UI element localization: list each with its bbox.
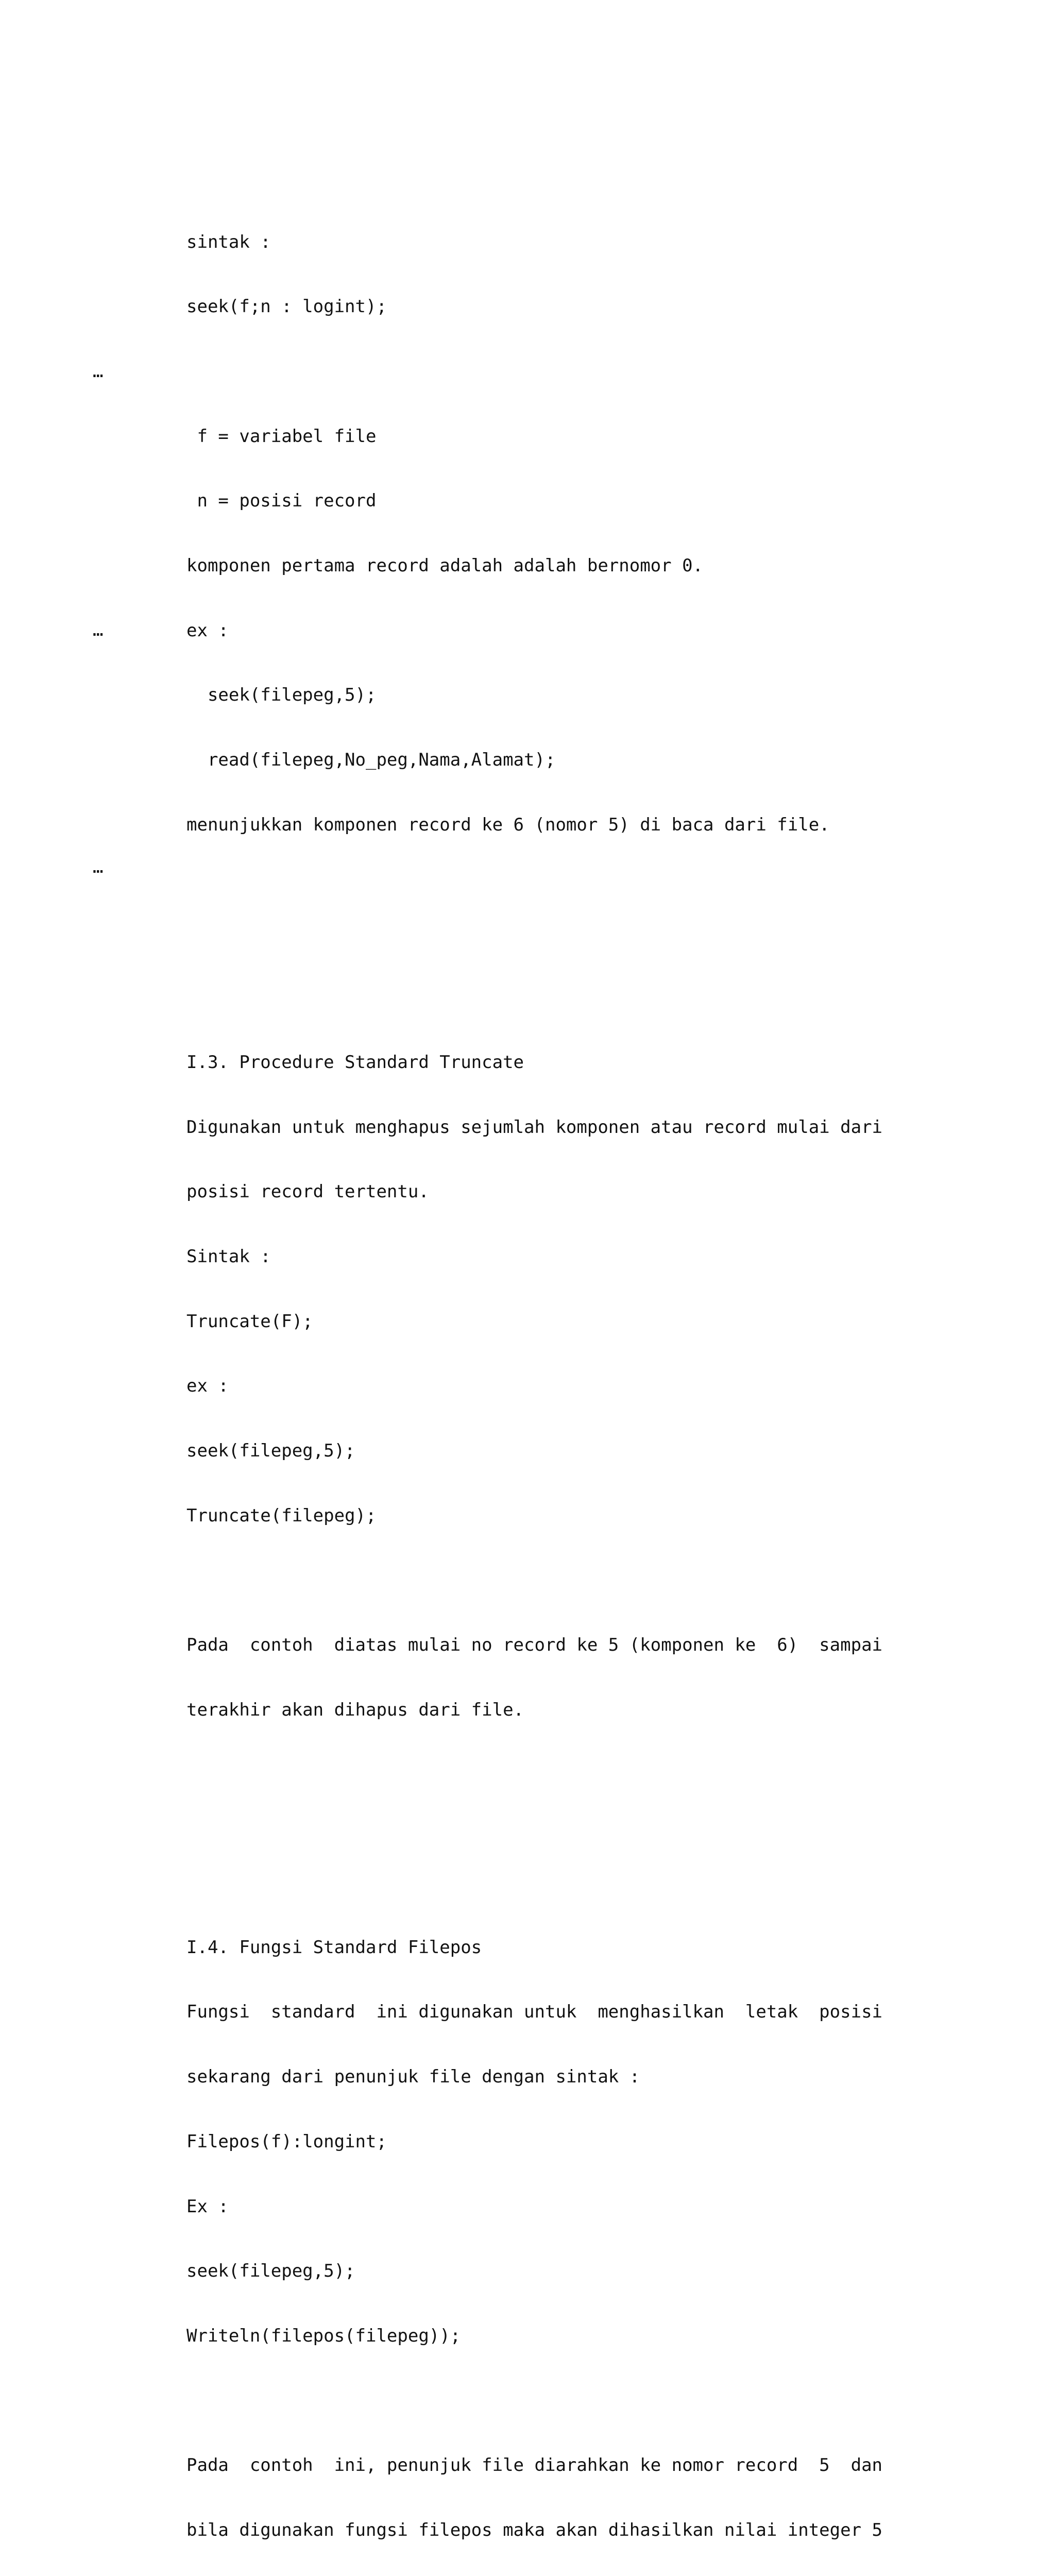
example-code-line: Writeln(filepos(filepeg)); [186, 2325, 461, 2346]
section-heading: I.3. Procedure Standard Truncate [186, 1052, 524, 1073]
description-line: posisi record tertentu. [186, 1181, 429, 1202]
spacer [186, 1570, 872, 1591]
example-code-line: seek(filepeg,5); [186, 2261, 355, 2282]
note-line: Pada contoh ini, penunjuk file diarahkan ke nomor record 5 dan [186, 2455, 883, 2476]
example-code-line: Truncate(filepeg); [186, 1505, 377, 1526]
syntax-code: Filepos(f):longint; [186, 2131, 387, 2152]
syntax-code: seek(f;n : logint); [186, 296, 387, 317]
section-heading: I.4. Fungsi Standard Filepos [186, 1937, 482, 1958]
example-code-line: seek(filepeg,5); [186, 1440, 355, 1462]
param-line: f = variabel file [186, 426, 377, 447]
spacer [186, 1765, 872, 1786]
description-line: Digunakan untuk menghapus sejumlah komponen atau record mulai dari [186, 1116, 883, 1138]
example-label: Ex : [186, 2196, 229, 2217]
syntax-label: sintak : [186, 231, 271, 252]
syntax-code: Truncate(F); [186, 1311, 313, 1332]
example-label: ex : [186, 620, 229, 641]
bullet-marker: … [93, 620, 104, 640]
note-line: Pada contoh diatas mulai no record ke 5 (komponen ke 6) sampai [186, 1635, 883, 1656]
result-line: menunjukkan komponen record ke 6 (nomor 5) di baca dari file. [186, 814, 830, 835]
seek-block [186, 189, 872, 944]
example-label: ex : [186, 1376, 229, 1397]
spacer [186, 361, 872, 383]
spacer [186, 879, 872, 901]
spacer [186, 2391, 872, 2412]
section-truncate [186, 1009, 883, 1829]
description-line: sekarang dari penunjuk file dengan sintak : [186, 2066, 640, 2088]
bullet-marker: … [93, 857, 104, 877]
example-code-line: seek(filepeg,5); [186, 685, 377, 706]
note-line: terakhir akan dihapus dari file. [186, 1699, 524, 1720]
example-code-line: read(filepeg,No_peg,Nama,Alamat); [186, 750, 556, 771]
document-body [186, 124, 883, 2576]
description-line: Fungsi standard ini digunakan untuk menghasilkan letak posisi [186, 2002, 883, 2023]
section-filepos [186, 1894, 883, 2576]
bullet-marker: … [93, 361, 104, 382]
note-line: bila digunakan fungsi filepos maka akan dihasilkan nilai integer 5 [186, 2520, 883, 2541]
note-line: komponen pertama record adalah adalah bernomor 0. [186, 555, 704, 577]
syntax-label: Sintak : [186, 1246, 271, 1267]
param-line: n = posisi record [186, 490, 377, 512]
